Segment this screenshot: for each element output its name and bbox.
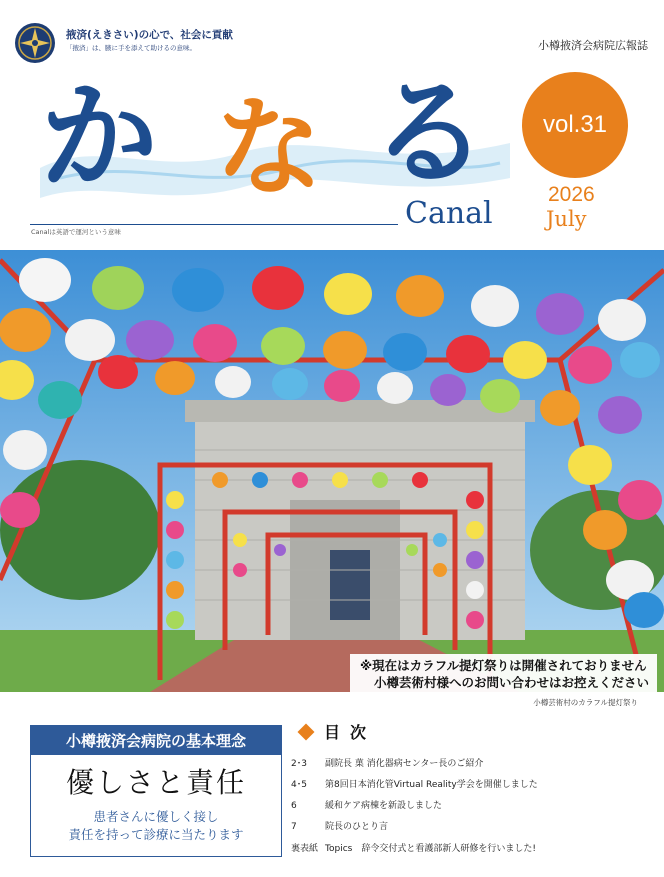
philosophy-box [30,725,282,857]
toc-text: Topics 辞令交付式と看護部新人研修を行いました! [325,844,536,854]
toc-page: 裏表紙 [291,844,319,854]
toc-text: 第8回日本消化管Virtual Reality学会を開催しました [325,780,538,790]
toc-item[interactable] [291,819,388,832]
photo-caption: 小樽芸術村のカラフル提灯祭り [533,698,638,707]
toc-text: 院長のひとり言 [325,822,389,832]
cover-photo [0,250,664,692]
motto: 掖済(えきさい)の心で、社会に貢献 [66,29,233,41]
volume-number: vol.31 [542,111,608,138]
title-canal: Canal [405,196,493,231]
philosophy-heading: 小樽掖済会病院の基本理念 [31,726,281,755]
toc-item[interactable] [291,756,483,769]
notice-line-1: ※現在はカラフル提灯祭りは開催されておりません [359,658,647,673]
canal-note: Canalは英語で運河という意味 [31,228,121,236]
toc-page: 6 [291,801,297,811]
philosophy-line-1: 患者さんに優しく接し [93,809,219,824]
volume-badge [522,72,628,178]
hospital-emblem-icon [14,22,56,64]
photo-notice [350,654,657,694]
philosophy-line-2: 責任を持って診療に当たります [68,827,244,842]
toc-item[interactable] [291,777,538,790]
notice-line-2: 小樽芸術村様へのお問い合わせはお控えください [373,675,649,690]
toc-title: 目次 [324,723,377,742]
diamond-icon [298,723,315,740]
title-char-na: な [215,85,324,211]
toc-header [300,720,376,743]
toc-page: 2･3 [291,759,307,769]
motto-subtitle: 「掖済」は、腋に手を添えて助けるの意味。 [66,44,196,52]
toc-item[interactable] [291,841,536,854]
toc-item[interactable] [291,798,442,811]
publisher-name: 小樽掖済会病院広報誌 [538,39,648,52]
toc-page: 7 [291,822,297,832]
title-char-ru: る [370,63,489,202]
philosophy-main: 優しさと責任 [65,766,246,799]
title-char-ka: か [40,67,159,206]
toc-text: 副院長 菓 消化器病センター長のご紹介 [325,759,484,769]
toc-text: 緩和ケア病棟を新設しました [325,801,443,811]
issue-month: July [546,207,587,231]
toc-page: 4･5 [291,780,307,790]
issue-year: 2026 [548,183,595,206]
title-underline [30,224,398,225]
